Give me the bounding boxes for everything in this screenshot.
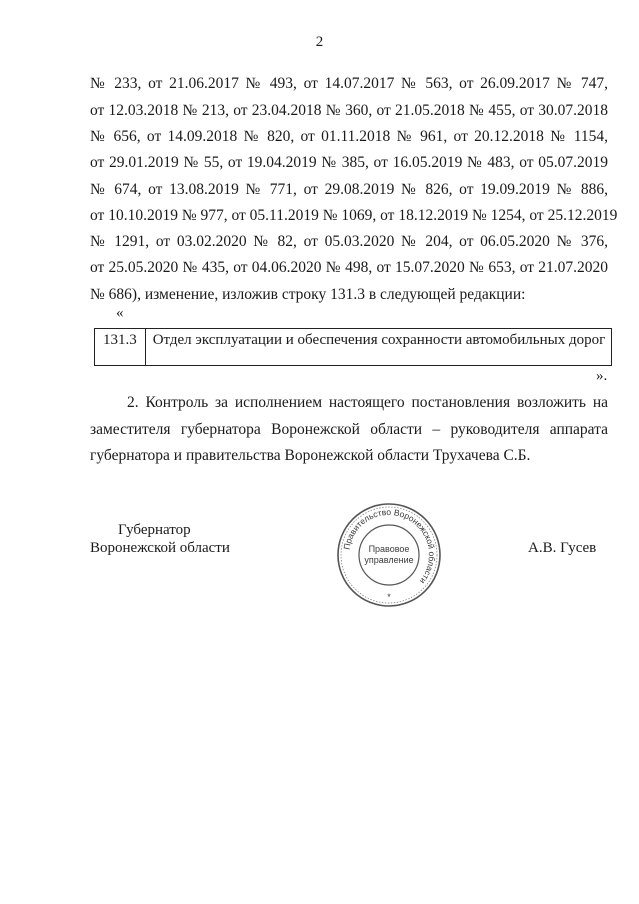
body-line: № 674, от 13.08.2019 № 771, от 29.08.2019 № 826, от 19.09.2019 № 886, xyxy=(90,181,608,198)
signatory-title-line1: Губернатор xyxy=(118,522,191,538)
body-line: от 29.01.2019 № 55, от 19.04.2019 № 385, от 16.05.2019 № 483, от 05.07.2019 xyxy=(90,154,608,171)
amendment-code-cell: 131.3 xyxy=(95,329,146,365)
body-line: № 686), изменение, изложив строку 131.3 в следующей редакции: xyxy=(90,286,526,303)
opening-quote: « xyxy=(116,305,124,321)
amendment-text-cell: Отдел эксплуатации и обеспечения сохранности автомобильных дорог xyxy=(152,332,606,348)
clause-line: заместителя губернатора Воронежской области – руководителя аппарата xyxy=(90,421,608,438)
body-line: от 25.05.2020 № 435, от 04.06.2020 № 498, от 15.07.2020 № 653, от 21.07.2020 xyxy=(90,259,608,276)
body-line: № 656, от 14.09.2018 № 820, от 01.11.2018 № 961, от 20.12.2018 № 1154, xyxy=(90,128,608,145)
clause-line: губернатора и правительства Воронежской области Трухачева С.Б. xyxy=(90,447,531,464)
body-line: от 12.03.2018 № 213, от 23.04.2018 № 360, от 21.05.2018 № 455, от 30.07.2018 xyxy=(90,102,608,119)
clause-line: 2. Контроль за исполнением настоящего постановления возложить на xyxy=(127,394,608,411)
stamp-center-line1: Правовое xyxy=(368,544,410,554)
stamp-star: * xyxy=(387,592,391,602)
stamp-ring-textpath: Правительство Воронежской области xyxy=(341,506,438,587)
body-line: № 1291, от 03.02.2020 № 82, от 05.03.2020 № 204, от 06.05.2020 № 376, xyxy=(90,233,608,250)
signatory-title-line2: Воронежской области xyxy=(90,540,230,556)
body-line: № 233, от 21.06.2017 № 493, от 14.07.2017 № 563, от 26.09.2017 № 747, xyxy=(90,75,608,92)
page-number: 2 xyxy=(315,34,324,50)
closing-quote: ». xyxy=(596,368,608,384)
body-line: от 10.10.2019 № 977, от 05.11.2019 № 1069, от 18.12.2019 № 1254, от 25.12.2019 xyxy=(90,207,618,224)
official-stamp xyxy=(334,502,444,608)
stamp-center-line2: управление xyxy=(364,555,414,565)
signatory-name: А.В. Гусев xyxy=(528,540,597,556)
amendment-table xyxy=(94,328,612,366)
